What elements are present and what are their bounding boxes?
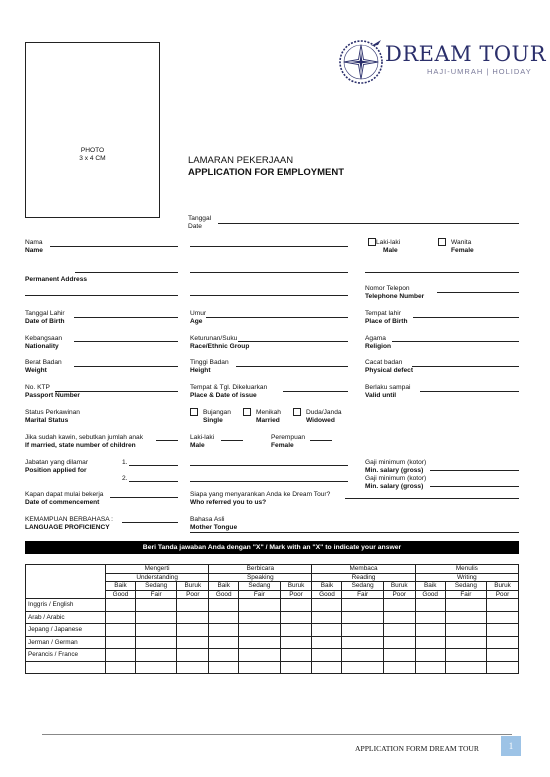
title-id: LAMARAN PEKERJAAN bbox=[188, 155, 294, 166]
table-row bbox=[26, 599, 519, 612]
weight-label-id: Berat Badan bbox=[25, 359, 62, 366]
skill-header-id: Membaca bbox=[312, 565, 415, 574]
position-num-2: 2. bbox=[122, 475, 128, 482]
name-field-1[interactable] bbox=[50, 246, 178, 247]
footer-rule bbox=[42, 734, 512, 735]
proficiency-cell[interactable] bbox=[239, 599, 280, 612]
widowed-label-id: Duda/Janda bbox=[306, 409, 342, 416]
start-label-en: Date of commencement bbox=[25, 499, 100, 506]
proficiency-cell[interactable] bbox=[280, 636, 312, 649]
level-header-id: Sedang bbox=[342, 582, 383, 591]
page-number: 1 bbox=[501, 736, 521, 756]
proficiency-cell[interactable] bbox=[209, 636, 239, 649]
ktp-label-id: No. KTP bbox=[25, 384, 50, 391]
widowed-checkbox[interactable] bbox=[293, 408, 301, 416]
proficiency-cell[interactable] bbox=[445, 649, 486, 662]
children-male-field[interactable] bbox=[221, 440, 243, 441]
valid-field[interactable] bbox=[420, 391, 519, 392]
footer-text: APPLICATION FORM DREAM TOUR bbox=[355, 744, 479, 753]
nationality-label-id: Kebangsaan bbox=[25, 335, 63, 342]
proficiency-cell[interactable] bbox=[312, 649, 342, 662]
language-name: Arab / Arabic bbox=[26, 611, 106, 624]
brand-name: DREAM TOUR bbox=[385, 42, 547, 66]
date-label-id: Tanggal bbox=[188, 215, 212, 222]
phone-label-en: Telephone Number bbox=[365, 293, 425, 300]
weight-field[interactable] bbox=[74, 366, 178, 367]
salary2-label-en: Min. salary (gross) bbox=[365, 483, 424, 490]
proficiency-cell[interactable] bbox=[487, 649, 519, 662]
address-field-1c[interactable] bbox=[365, 272, 519, 273]
level-header-id: Buruk bbox=[383, 582, 415, 591]
married-checkbox[interactable] bbox=[243, 408, 251, 416]
proficiency-cell[interactable] bbox=[383, 649, 415, 662]
proficiency-cell[interactable] bbox=[209, 624, 239, 637]
proficiency-cell[interactable] bbox=[342, 624, 383, 637]
ktp-field[interactable] bbox=[55, 391, 178, 392]
language-name: Perancis / France bbox=[26, 649, 106, 662]
proficiency-cell[interactable] bbox=[383, 611, 415, 624]
religion-label-id: Agama bbox=[365, 335, 386, 342]
level-header-id: Buruk bbox=[177, 582, 209, 591]
proficiency-cell[interactable] bbox=[106, 661, 136, 674]
proficiency-cell[interactable] bbox=[445, 599, 486, 612]
dob-field[interactable] bbox=[74, 317, 178, 318]
children-female-label-id: Perempuan bbox=[271, 434, 306, 441]
proficiency-cell[interactable] bbox=[312, 599, 342, 612]
children-label-en: If married, state number of children bbox=[25, 442, 136, 449]
address-field-1a[interactable] bbox=[75, 272, 178, 273]
position-field-2b[interactable] bbox=[190, 481, 348, 482]
level-header-en: Fair bbox=[342, 590, 383, 599]
brand-tagline: HAJI-UMRAH | HOLIDAY bbox=[427, 67, 532, 76]
address-field-2b[interactable] bbox=[190, 295, 348, 296]
table-row bbox=[26, 624, 519, 637]
table-row bbox=[26, 611, 519, 624]
race-field[interactable] bbox=[238, 341, 348, 342]
children-female-field[interactable] bbox=[310, 440, 332, 441]
language-name bbox=[26, 661, 106, 674]
language-name: Jerman / German bbox=[26, 636, 106, 649]
level-header-en: Fair bbox=[239, 590, 280, 599]
level-header-id: Buruk bbox=[280, 582, 312, 591]
defect-field[interactable] bbox=[412, 366, 519, 367]
level-header-id: Sedang bbox=[135, 582, 176, 591]
start-field[interactable] bbox=[110, 497, 178, 498]
name-label-id: Nama bbox=[25, 239, 43, 246]
title-en: APPLICATION FOR EMPLOYMENT bbox=[188, 167, 345, 178]
compass-icon bbox=[335, 36, 387, 88]
proficiency-cell[interactable] bbox=[383, 636, 415, 649]
married-label-en: Married bbox=[256, 417, 280, 424]
proficiency-cell[interactable] bbox=[106, 636, 136, 649]
race-label-en: Race/Ethnic Group bbox=[190, 343, 250, 350]
proficiency-cell[interactable] bbox=[209, 661, 239, 674]
defect-label-en: Physical defect bbox=[365, 367, 414, 374]
proficiency-cell[interactable] bbox=[342, 611, 383, 624]
level-header-en: Good bbox=[415, 590, 445, 599]
proficiency-cell[interactable] bbox=[135, 649, 176, 662]
table-corner bbox=[26, 565, 106, 599]
race-label-id: Keturunan/Suku bbox=[190, 335, 238, 342]
proficiency-cell[interactable] bbox=[383, 624, 415, 637]
religion-label-en: Religion bbox=[365, 343, 392, 350]
level-header-id: Sedang bbox=[445, 582, 486, 591]
name-field-2[interactable] bbox=[190, 246, 348, 247]
skill-header-en: Writing bbox=[415, 573, 518, 582]
age-label-en: Age bbox=[190, 318, 203, 325]
pob-label-id: Tempat lahir bbox=[365, 310, 401, 317]
salary2-field[interactable] bbox=[430, 486, 519, 487]
level-header-en: Fair bbox=[135, 590, 176, 599]
defect-label-id: Cacat badan bbox=[365, 359, 403, 366]
proficiency-cell[interactable] bbox=[135, 624, 176, 637]
proficiency-cell[interactable] bbox=[445, 661, 486, 674]
children-male-label-en: Male bbox=[190, 442, 205, 449]
height-label-id: Tinggi Badan bbox=[190, 359, 229, 366]
proficiency-cell[interactable] bbox=[445, 611, 486, 624]
nationality-label-en: Nationality bbox=[25, 343, 59, 350]
address-label: Permanent Address bbox=[25, 276, 88, 283]
proficiency-cell[interactable] bbox=[342, 661, 383, 674]
age-label-id: Umur bbox=[190, 310, 207, 317]
referral-label-en: Who referred you to us? bbox=[190, 499, 267, 506]
proficiency-cell[interactable] bbox=[135, 661, 176, 674]
valid-label-en: Valid until bbox=[365, 392, 397, 399]
proficiency-cell[interactable] bbox=[135, 611, 176, 624]
ktp-label-en: Passport Number bbox=[25, 392, 80, 399]
table-row bbox=[26, 636, 519, 649]
proficiency-cell[interactable] bbox=[445, 624, 486, 637]
level-header-en: Poor bbox=[280, 590, 312, 599]
position-field-1b[interactable] bbox=[190, 465, 348, 466]
level-header-id: Baik bbox=[415, 582, 445, 591]
male-checkbox[interactable] bbox=[368, 238, 376, 246]
level-header-id: Sedang bbox=[239, 582, 280, 591]
pob-field[interactable] bbox=[413, 317, 519, 318]
proficiency-cell[interactable] bbox=[445, 636, 486, 649]
skill-header-id: Berbicara bbox=[209, 565, 312, 574]
proficiency-cell[interactable] bbox=[106, 649, 136, 662]
salary2-label-id: Gaji minimum (kotor) bbox=[365, 475, 427, 482]
marital-label-en: Marital Status bbox=[25, 417, 69, 424]
proficiency-cell[interactable] bbox=[342, 649, 383, 662]
level-header-id: Baik bbox=[312, 582, 342, 591]
proficiency-cell[interactable] bbox=[135, 599, 176, 612]
position-field-2[interactable] bbox=[129, 481, 178, 482]
table-row bbox=[26, 649, 519, 662]
female-label-id: Wanita bbox=[451, 239, 472, 246]
proficiency-cell[interactable] bbox=[239, 611, 280, 624]
proficiency-cell[interactable] bbox=[209, 599, 239, 612]
language-name: Inggris / English bbox=[26, 599, 106, 612]
language-label-id: KEMAMPUAN BERBAHASA : bbox=[25, 516, 113, 523]
level-header-id: Buruk bbox=[487, 582, 519, 591]
proficiency-cell[interactable] bbox=[239, 649, 280, 662]
photo-label: PHOTO bbox=[80, 147, 105, 154]
level-header-en: Poor bbox=[383, 590, 415, 599]
issue-field[interactable] bbox=[283, 391, 348, 392]
age-field[interactable] bbox=[206, 317, 348, 318]
instruction-band: Beri Tanda jawaban Anda dengan "X" / Mark with an "X" to indicate your answer bbox=[25, 541, 519, 554]
proficiency-cell[interactable] bbox=[209, 611, 239, 624]
proficiency-cell[interactable] bbox=[383, 599, 415, 612]
proficiency-cell[interactable] bbox=[415, 636, 445, 649]
name-label-en: Name bbox=[25, 247, 43, 254]
proficiency-cell[interactable] bbox=[177, 611, 209, 624]
level-header-en: Fair bbox=[445, 590, 486, 599]
proficiency-cell[interactable] bbox=[487, 624, 519, 637]
proficiency-cell[interactable] bbox=[312, 611, 342, 624]
proficiency-cell[interactable] bbox=[280, 624, 312, 637]
proficiency-cell[interactable] bbox=[280, 599, 312, 612]
proficiency-cell[interactable] bbox=[415, 611, 445, 624]
proficiency-cell[interactable] bbox=[487, 636, 519, 649]
proficiency-cell[interactable] bbox=[415, 649, 445, 662]
proficiency-cell[interactable] bbox=[177, 599, 209, 612]
level-header-en: Poor bbox=[487, 590, 519, 599]
children-male-label-id: Laki-laki bbox=[190, 434, 215, 441]
skill-header-id: Mengerti bbox=[106, 565, 209, 574]
female-checkbox[interactable] bbox=[438, 238, 446, 246]
mother-label-en: Mother Tongue bbox=[190, 524, 238, 531]
address-field-2a[interactable] bbox=[25, 295, 178, 296]
proficiency-cell[interactable] bbox=[239, 624, 280, 637]
salary1-label-en: Min. salary (gross) bbox=[365, 467, 424, 474]
start-label-id: Kapan dapat mulai bekerja bbox=[25, 491, 104, 498]
height-field[interactable] bbox=[236, 366, 348, 367]
proficiency-cell[interactable] bbox=[415, 624, 445, 637]
proficiency-cell[interactable] bbox=[383, 661, 415, 674]
height-label-en: Height bbox=[190, 367, 211, 374]
position-label-en: Position applied for bbox=[25, 467, 87, 474]
proficiency-cell[interactable] bbox=[415, 661, 445, 674]
position-label-id: Jabatan yang dilamar bbox=[25, 459, 89, 466]
date-label-en: Date bbox=[188, 223, 202, 230]
proficiency-cell[interactable] bbox=[239, 661, 280, 674]
table-row bbox=[26, 661, 519, 674]
proficiency-cell[interactable] bbox=[177, 649, 209, 662]
proficiency-cell[interactable] bbox=[487, 661, 519, 674]
proficiency-cell[interactable] bbox=[209, 649, 239, 662]
level-header-en: Poor bbox=[177, 590, 209, 599]
children-field[interactable] bbox=[156, 440, 178, 441]
date-field[interactable] bbox=[218, 223, 519, 224]
female-label-en: Female bbox=[451, 247, 474, 254]
skill-header-en: Reading bbox=[312, 573, 415, 582]
nationality-field[interactable] bbox=[74, 341, 178, 342]
dob-label-en: Date of Birth bbox=[25, 318, 65, 325]
marital-label-id: Status Perkawinan bbox=[25, 409, 80, 416]
level-header-id: Baik bbox=[106, 582, 136, 591]
dob-label-id: Tanggal Lahir bbox=[25, 310, 65, 317]
level-header-en: Good bbox=[106, 590, 136, 599]
proficiency-cell[interactable] bbox=[312, 636, 342, 649]
proficiency-cell[interactable] bbox=[312, 624, 342, 637]
language-name: Jepang / Japanese bbox=[26, 624, 106, 637]
phone-label-id: Nomor Telepon bbox=[365, 285, 410, 292]
proficiency-cell[interactable] bbox=[177, 636, 209, 649]
mother-label-id: Bahasa Asli bbox=[190, 516, 225, 523]
valid-label-id: Berlaku sampai bbox=[365, 384, 411, 391]
proficiency-cell[interactable] bbox=[342, 599, 383, 612]
salary1-label-id: Gaji minimum (kotor) bbox=[365, 459, 427, 466]
proficiency-cell[interactable] bbox=[312, 661, 342, 674]
proficiency-cell[interactable] bbox=[106, 624, 136, 637]
married-label-id: Menikah bbox=[256, 409, 281, 416]
proficiency-cell[interactable] bbox=[415, 599, 445, 612]
proficiency-cell[interactable] bbox=[280, 611, 312, 624]
skill-header-en: Speaking bbox=[209, 573, 312, 582]
dream-tour-logo bbox=[335, 36, 547, 88]
language-label-en: LANGUAGE PROFICIENCY bbox=[25, 524, 110, 531]
salary1-field[interactable] bbox=[430, 470, 519, 471]
position-field-1[interactable] bbox=[129, 465, 178, 466]
level-header-en: Good bbox=[312, 590, 342, 599]
mother-field[interactable] bbox=[190, 532, 519, 533]
male-label-en: Male bbox=[383, 247, 398, 254]
language-field[interactable] bbox=[122, 522, 178, 523]
male-label-id: Laki-laki bbox=[376, 239, 401, 246]
referral-label-id: Siapa yang menyarankan Anda ke Dream Tour? bbox=[190, 491, 331, 498]
widowed-label-en: Widowed bbox=[306, 417, 335, 424]
single-label-en: Single bbox=[203, 417, 223, 424]
proficiency-cell[interactable] bbox=[280, 661, 312, 674]
single-label-id: Bujangan bbox=[203, 409, 231, 416]
phone-field[interactable] bbox=[437, 292, 519, 293]
proficiency-cell[interactable] bbox=[106, 611, 136, 624]
issue-label-id: Tempat & Tgl. Dikeluarkan bbox=[190, 384, 268, 391]
proficiency-cell[interactable] bbox=[177, 661, 209, 674]
pob-label-en: Place of Birth bbox=[365, 318, 408, 325]
religion-field[interactable] bbox=[392, 341, 519, 342]
skill-header-en: Understanding bbox=[106, 573, 209, 582]
referral-field[interactable] bbox=[345, 498, 519, 499]
proficiency-cell[interactable] bbox=[487, 611, 519, 624]
proficiency-cell[interactable] bbox=[177, 624, 209, 637]
level-header-en: Good bbox=[209, 590, 239, 599]
skill-header-id: Menulis bbox=[415, 565, 518, 574]
children-female-label-en: Female bbox=[271, 442, 294, 449]
language-table bbox=[25, 564, 519, 674]
issue-label-en: Place & Date of issue bbox=[190, 392, 257, 399]
proficiency-cell[interactable] bbox=[342, 636, 383, 649]
photo-box bbox=[25, 42, 160, 218]
proficiency-cell[interactable] bbox=[280, 649, 312, 662]
children-label-id: Jika sudah kawin, sebutkan jumlah anak bbox=[25, 434, 144, 441]
position-num-1: 1. bbox=[122, 459, 128, 466]
photo-size: 3 x 4 CM bbox=[79, 155, 106, 162]
address-field-1b[interactable] bbox=[190, 272, 348, 273]
level-header-id: Baik bbox=[209, 582, 239, 591]
proficiency-cell[interactable] bbox=[239, 636, 280, 649]
weight-label-en: Weight bbox=[25, 367, 47, 374]
proficiency-cell[interactable] bbox=[106, 599, 136, 612]
single-checkbox[interactable] bbox=[190, 408, 198, 416]
proficiency-cell[interactable] bbox=[135, 636, 176, 649]
proficiency-cell[interactable] bbox=[487, 599, 519, 612]
